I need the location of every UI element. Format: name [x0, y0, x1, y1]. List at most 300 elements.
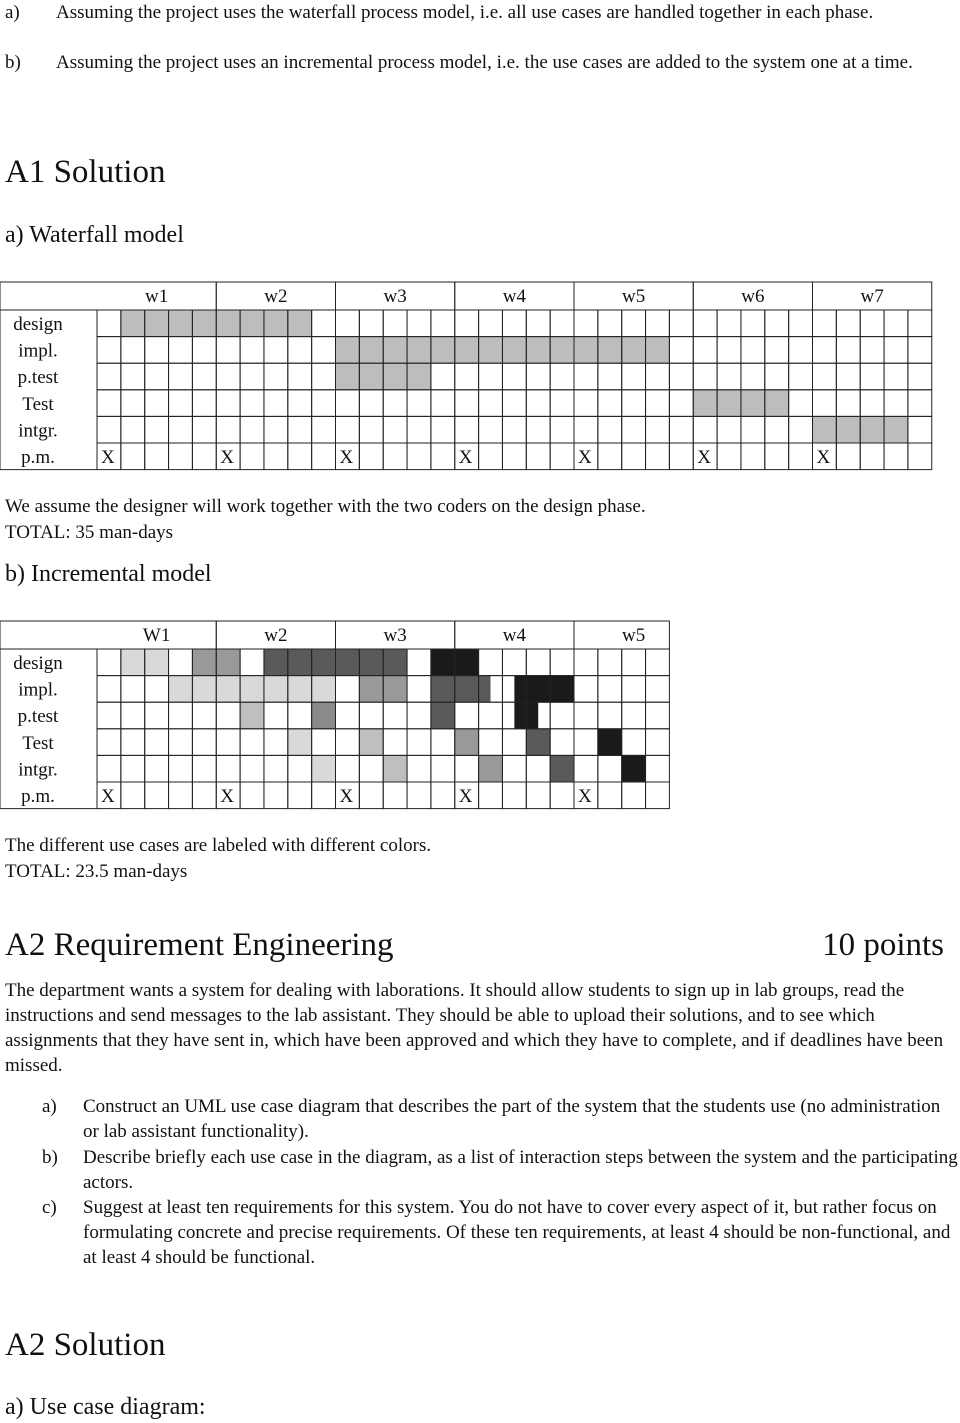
day-cell	[646, 649, 670, 676]
day-cell	[264, 390, 288, 417]
day-cell	[288, 443, 312, 470]
day-cell	[359, 416, 383, 443]
day-cell	[431, 729, 455, 756]
day-cell	[717, 363, 741, 390]
day-cell	[574, 390, 598, 417]
day-cell	[264, 729, 288, 756]
day-cell	[717, 416, 741, 443]
day-cell	[169, 390, 193, 417]
day-cell	[574, 416, 598, 443]
day-cell	[169, 755, 193, 782]
day-cell	[741, 416, 765, 443]
day-cell	[884, 310, 908, 337]
day-cell	[264, 702, 288, 729]
day-cell	[240, 649, 264, 676]
day-cell	[145, 676, 169, 703]
day-cell	[550, 443, 574, 470]
day-cell	[908, 416, 932, 443]
pm-marker: X	[697, 447, 712, 468]
day-cell	[288, 702, 312, 729]
day-cell	[407, 676, 431, 703]
day-cell	[145, 363, 169, 390]
day-cell	[192, 443, 216, 470]
day-cell	[121, 416, 145, 443]
incremental-gantt-svg	[0, 621, 960, 811]
a2-item-label: b)	[42, 1147, 58, 1168]
day-cell	[884, 337, 908, 364]
day-cell	[908, 443, 932, 470]
day-cell	[550, 310, 574, 337]
day-cell	[646, 443, 670, 470]
pm-marker: X	[220, 786, 235, 807]
day-cell	[789, 310, 813, 337]
day-cell	[765, 337, 789, 364]
day-cell	[240, 729, 264, 756]
day-cell	[765, 363, 789, 390]
waterfall-gantt-chart	[0, 282, 960, 472]
week-label: w1	[145, 286, 169, 307]
day-cell	[598, 310, 622, 337]
waterfall-note: We assume the designer will work together with the two coders on the design phase.	[5, 496, 646, 517]
gantt-bar	[312, 755, 336, 782]
day-cell	[789, 416, 813, 443]
week-label: w3	[383, 286, 407, 307]
day-cell	[383, 729, 407, 756]
row-label: Test	[22, 393, 54, 415]
day-cell	[908, 310, 932, 337]
pm-marker: X	[578, 447, 592, 468]
day-cell	[789, 363, 813, 390]
day-cell	[884, 443, 908, 470]
day-cell	[789, 443, 813, 470]
day-cell	[502, 390, 526, 417]
day-cell	[836, 310, 860, 337]
incremental-note: The different use cases are labeled with different colors.	[5, 835, 432, 856]
day-cell	[813, 310, 837, 337]
day-cell	[574, 310, 598, 337]
intro-item-a	[5, 0, 960, 50]
gantt-bar	[514, 676, 574, 703]
day-cell	[598, 649, 622, 676]
day-cell	[431, 310, 455, 337]
day-cell	[502, 443, 526, 470]
day-cell	[169, 702, 193, 729]
day-cell	[240, 755, 264, 782]
gantt-bar	[622, 755, 646, 782]
day-cell	[407, 755, 431, 782]
day-cell	[455, 390, 479, 417]
day-cell	[598, 782, 622, 809]
day-cell	[860, 337, 884, 364]
day-cell	[336, 676, 360, 703]
day-cell	[216, 702, 240, 729]
day-cell	[836, 390, 860, 417]
a2-item-label: c)	[42, 1197, 57, 1218]
gantt-bar	[169, 676, 336, 703]
day-cell	[455, 363, 479, 390]
day-cell	[526, 755, 550, 782]
day-cell	[240, 337, 264, 364]
day-cell	[169, 416, 193, 443]
a2-item-text: Describe briefly each use case in the diagram, as a list of interaction steps between the system and the participating actors.	[83, 1147, 958, 1193]
day-cell	[121, 782, 145, 809]
day-cell	[121, 729, 145, 756]
day-cell	[359, 310, 383, 337]
day-cell	[622, 363, 646, 390]
day-cell	[526, 416, 550, 443]
day-cell	[622, 702, 646, 729]
day-cell	[908, 337, 932, 364]
day-cell	[455, 702, 479, 729]
day-cell	[312, 363, 336, 390]
row-label: impl.	[18, 340, 58, 362]
day-cell	[145, 390, 169, 417]
a1-solution-title: A1 Solution	[5, 154, 166, 190]
day-cell	[192, 782, 216, 809]
day-cell	[526, 443, 550, 470]
day-cell	[622, 649, 646, 676]
day-cell	[789, 337, 813, 364]
gantt-bar	[550, 755, 574, 782]
day-cell	[312, 310, 336, 337]
day-cell	[121, 390, 145, 417]
day-cell	[669, 443, 693, 470]
day-cell	[145, 443, 169, 470]
day-cell	[288, 416, 312, 443]
day-cell	[312, 782, 336, 809]
day-cell	[502, 755, 526, 782]
day-cell	[240, 390, 264, 417]
day-cell	[264, 416, 288, 443]
day-cell	[622, 782, 646, 809]
day-cell	[97, 649, 121, 676]
day-cell	[550, 702, 574, 729]
day-cell	[622, 390, 646, 417]
day-cell	[216, 337, 240, 364]
gantt-bar	[359, 729, 383, 756]
row-label: p.m.	[21, 786, 55, 807]
day-cell	[169, 649, 193, 676]
day-cell	[693, 310, 717, 337]
gantt-bar	[431, 676, 491, 703]
day-cell	[288, 755, 312, 782]
day-cell	[97, 755, 121, 782]
row-label: impl.	[18, 679, 58, 701]
day-cell	[288, 363, 312, 390]
day-cell	[169, 729, 193, 756]
day-cell	[646, 363, 670, 390]
day-cell	[336, 390, 360, 417]
a2-solution-title: A2 Solution	[5, 1327, 166, 1363]
day-cell	[97, 416, 121, 443]
day-cell	[646, 676, 670, 703]
day-cell	[526, 310, 550, 337]
day-cell	[884, 363, 908, 390]
day-cell	[598, 363, 622, 390]
day-cell	[836, 443, 860, 470]
a2-item-text: Suggest at least ten requirements for this system. You do not have to cover every aspect of it, but rather focus on formulating concrete and precise requirements. Of these ten requirements, at least 4 should be non-functional, and at least 4 should be functional.	[83, 1197, 951, 1268]
day-cell	[502, 649, 526, 676]
day-cell	[431, 443, 455, 470]
intro-item-label: b)	[5, 52, 21, 73]
day-cell	[145, 782, 169, 809]
day-cell	[550, 782, 574, 809]
day-cell	[502, 363, 526, 390]
day-cell	[693, 416, 717, 443]
day-cell	[169, 337, 193, 364]
day-cell	[407, 782, 431, 809]
incremental-heading: b) Incremental model	[5, 561, 212, 587]
week-label: w7	[860, 286, 884, 307]
day-cell	[407, 390, 431, 417]
day-cell	[765, 310, 789, 337]
day-cell	[646, 702, 670, 729]
day-cell	[264, 782, 288, 809]
incremental-total: TOTAL: 23.5 man-days	[5, 861, 188, 882]
day-cell	[789, 390, 813, 417]
day-cell	[693, 363, 717, 390]
week-label: w5	[622, 286, 646, 307]
incremental-gantt-chart	[0, 621, 960, 811]
day-cell	[860, 310, 884, 337]
week-label: w6	[741, 286, 765, 307]
day-cell	[288, 337, 312, 364]
day-cell	[359, 390, 383, 417]
week-header-cell	[0, 282, 216, 310]
day-cell	[359, 443, 383, 470]
day-cell	[192, 729, 216, 756]
day-cell	[192, 755, 216, 782]
week-label: w5	[622, 625, 646, 646]
day-cell	[264, 337, 288, 364]
pm-marker: X	[220, 447, 235, 468]
day-cell	[646, 416, 670, 443]
day-cell	[741, 443, 765, 470]
day-cell	[646, 729, 670, 756]
row-label: Test	[22, 732, 54, 754]
day-cell	[622, 416, 646, 443]
day-cell	[240, 443, 264, 470]
day-cell	[598, 390, 622, 417]
day-cell	[288, 782, 312, 809]
day-cell	[598, 702, 622, 729]
row-label: p.test	[17, 706, 59, 728]
day-cell	[240, 782, 264, 809]
day-cell	[455, 416, 479, 443]
day-cell	[145, 755, 169, 782]
week-header-cell	[0, 621, 216, 649]
day-cell	[431, 416, 455, 443]
day-cell	[550, 416, 574, 443]
day-cell	[431, 390, 455, 417]
week-label: w4	[502, 286, 526, 307]
day-cell	[860, 390, 884, 417]
day-cell	[598, 416, 622, 443]
day-cell	[407, 416, 431, 443]
day-cell	[145, 337, 169, 364]
day-cell	[479, 310, 503, 337]
day-cell	[884, 390, 908, 417]
day-cell	[312, 390, 336, 417]
gantt-bar	[479, 755, 503, 782]
day-cell	[407, 443, 431, 470]
day-cell	[169, 782, 193, 809]
day-cell	[383, 443, 407, 470]
day-cell	[145, 702, 169, 729]
week-label: w3	[383, 625, 407, 646]
day-cell	[383, 702, 407, 729]
intro-item-text: Assuming the project uses an incremental process model, i.e. the use cases are added to the system one at a time.	[56, 52, 913, 73]
use-case-diagram-heading: a) Use case diagram:	[5, 1394, 206, 1420]
day-cell	[741, 310, 765, 337]
day-cell	[622, 310, 646, 337]
day-cell	[240, 416, 264, 443]
day-cell	[622, 676, 646, 703]
day-cell	[383, 310, 407, 337]
day-cell	[121, 676, 145, 703]
day-cell	[479, 363, 503, 390]
week-label: w4	[502, 625, 526, 646]
pm-marker: X	[816, 447, 831, 468]
a2-points: 10 points	[822, 927, 944, 963]
day-cell	[526, 390, 550, 417]
gantt-bar	[312, 702, 336, 729]
pm-marker: X	[458, 786, 473, 807]
a2-item-text: Construct an UML use case diagram that describes the part of the system that the students use (no administration or lab assistant functionality).	[83, 1096, 941, 1142]
day-cell	[192, 702, 216, 729]
day-cell	[240, 363, 264, 390]
day-cell	[669, 363, 693, 390]
gantt-bar	[598, 729, 622, 756]
day-cell	[646, 782, 670, 809]
pm-marker: X	[101, 447, 115, 468]
day-cell	[479, 416, 503, 443]
day-cell	[598, 676, 622, 703]
day-cell	[97, 676, 121, 703]
day-cell	[97, 390, 121, 417]
day-cell	[765, 416, 789, 443]
day-cell	[550, 390, 574, 417]
day-cell	[502, 310, 526, 337]
day-cell	[669, 416, 693, 443]
day-cell	[717, 337, 741, 364]
day-cell	[383, 782, 407, 809]
day-cell	[288, 390, 312, 417]
pm-marker: X	[458, 447, 473, 468]
day-cell	[169, 363, 193, 390]
gantt-bar	[431, 702, 455, 729]
day-cell	[121, 443, 145, 470]
day-cell	[431, 363, 455, 390]
day-cell	[860, 443, 884, 470]
waterfall-gantt-svg	[0, 282, 960, 472]
day-cell	[359, 755, 383, 782]
day-cell	[526, 363, 550, 390]
day-cell	[836, 337, 860, 364]
day-cell	[97, 363, 121, 390]
day-cell	[717, 443, 741, 470]
intro-item-label: a)	[5, 2, 20, 23]
pm-marker: X	[339, 447, 354, 468]
row-label: design	[13, 314, 63, 335]
day-cell	[813, 363, 837, 390]
day-cell	[574, 755, 598, 782]
a2-description: The department wants a system for dealing with laborations. It should allow students to sign up in lab groups, read the instructions and send messages to the lab assistant. They should be able to upload their solutions, and to see which assignments that they have sent in, which have been approved and which they have to complete, and if deadlines have been missed.	[5, 980, 944, 1076]
day-cell	[312, 337, 336, 364]
day-cell	[693, 337, 717, 364]
day-cell	[97, 310, 121, 337]
day-cell	[622, 729, 646, 756]
day-cell	[216, 363, 240, 390]
gantt-bar	[455, 729, 479, 756]
week-label: w2	[264, 625, 288, 646]
waterfall-total: TOTAL: 35 man-days	[5, 522, 174, 543]
day-cell	[192, 390, 216, 417]
day-cell	[216, 755, 240, 782]
day-cell	[860, 363, 884, 390]
day-cell	[216, 416, 240, 443]
day-cell	[502, 729, 526, 756]
day-cell	[407, 649, 431, 676]
day-cell	[550, 363, 574, 390]
intro-item-text: Assuming the project uses the waterfall process model, i.e. all use cases are handled together in each phase.	[56, 2, 874, 23]
day-cell	[765, 443, 789, 470]
pm-marker: X	[339, 786, 354, 807]
day-cell	[550, 649, 574, 676]
day-cell	[669, 390, 693, 417]
day-cell	[526, 649, 550, 676]
day-cell	[479, 390, 503, 417]
day-cell	[479, 702, 503, 729]
day-cell	[312, 443, 336, 470]
day-cell	[741, 337, 765, 364]
day-cell	[383, 390, 407, 417]
intro-item-b	[5, 50, 960, 100]
row-label: p.m.	[21, 447, 55, 468]
day-cell	[908, 390, 932, 417]
day-cell	[336, 729, 360, 756]
day-cell	[550, 729, 574, 756]
gantt-bar	[240, 702, 264, 729]
day-cell	[836, 363, 860, 390]
day-cell	[359, 702, 383, 729]
day-cell	[216, 729, 240, 756]
day-cell	[574, 649, 598, 676]
day-cell	[479, 649, 503, 676]
day-cell	[431, 755, 455, 782]
day-cell	[646, 755, 670, 782]
day-cell	[336, 310, 360, 337]
day-cell	[502, 416, 526, 443]
day-cell	[264, 443, 288, 470]
day-cell	[192, 363, 216, 390]
day-cell	[574, 676, 598, 703]
day-cell	[121, 755, 145, 782]
day-cell	[479, 443, 503, 470]
day-cell	[526, 782, 550, 809]
day-cell	[574, 702, 598, 729]
day-cell	[431, 782, 455, 809]
day-cell	[121, 363, 145, 390]
week-label: W1	[142, 625, 171, 646]
day-cell	[908, 363, 932, 390]
a2-item-label: a)	[42, 1096, 57, 1117]
day-cell	[646, 390, 670, 417]
day-cell	[383, 416, 407, 443]
gantt-bar	[383, 755, 407, 782]
day-cell	[264, 755, 288, 782]
day-cell	[97, 337, 121, 364]
